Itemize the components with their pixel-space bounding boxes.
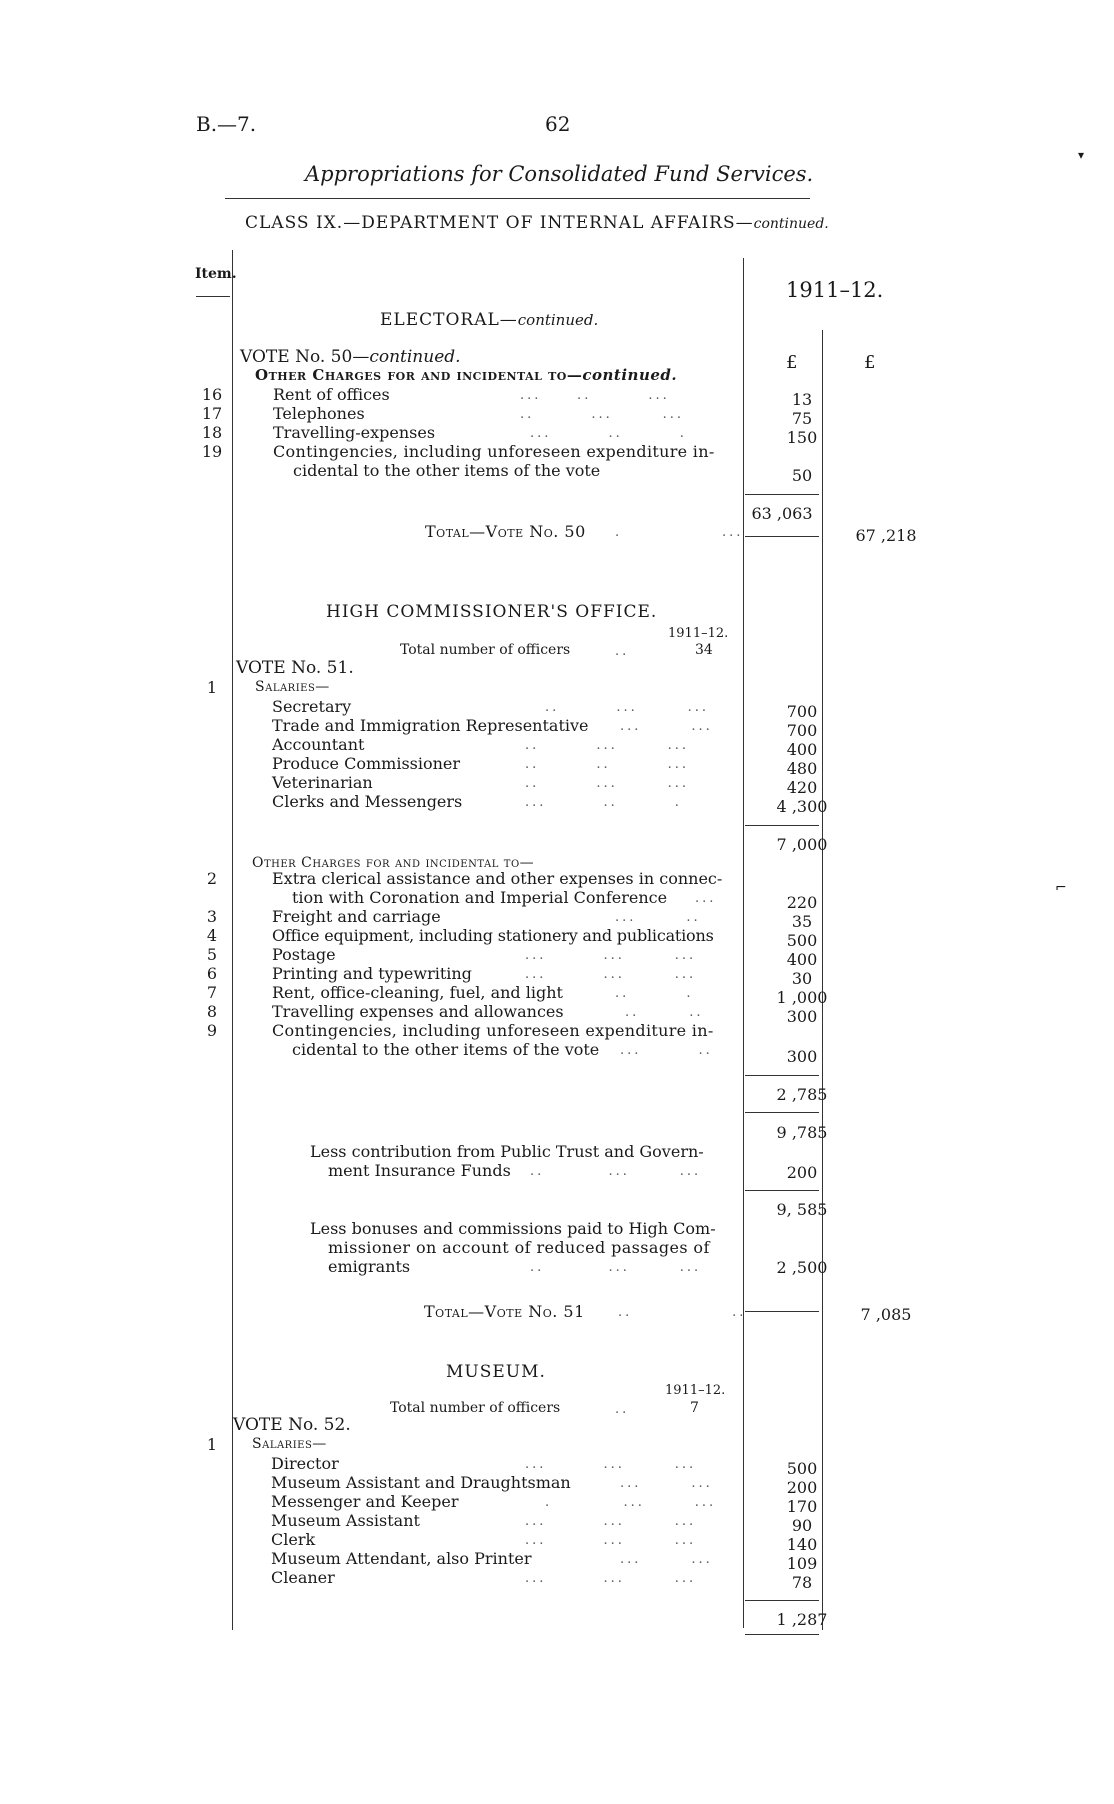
salaries-label: Salaries—: [255, 679, 330, 695]
line-amount: 50: [791, 466, 813, 485]
salary-amount: 170: [786, 1497, 818, 1516]
leader-dots: ... ... ...: [525, 967, 697, 982]
item-number: 17: [201, 404, 223, 423]
salary-label: Director: [271, 1454, 339, 1473]
vote-51-total-label: Total—Vote No. 51: [424, 1302, 585, 1321]
item-number: 9: [206, 1021, 218, 1040]
item-number: 1: [206, 1435, 218, 1454]
leader-dots: ... ... ...: [525, 1457, 697, 1472]
item-number: 8: [206, 1002, 218, 1021]
item-number: 5: [206, 945, 218, 964]
other-charge-label: Office equipment, including stationery and publications: [272, 926, 714, 945]
line-label-continued: cidental to the other items of the vote: [293, 461, 601, 480]
other-charge-label: Freight and carriage: [272, 907, 441, 926]
scan-mark: ⌐: [1055, 880, 1067, 896]
salary-amount: 700: [786, 702, 818, 721]
officers-year: 1911–12.: [665, 1383, 726, 1398]
other-charge-label: Printing and typewriting: [272, 964, 472, 983]
vote-51-heading: VOTE No. 51.: [236, 658, 354, 678]
leader-dots: .. ... ...: [530, 1164, 702, 1179]
other-charge-amount: 300: [786, 1007, 818, 1026]
item-number: 1: [206, 678, 218, 697]
electoral-heading: [380, 310, 598, 330]
leader-dots: ... .. .: [530, 426, 687, 441]
officers-count: 34: [695, 642, 713, 658]
line-amount: 150: [786, 428, 818, 447]
class-heading-text: CLASS IX.—DEPARTMENT OF INTERNAL AFFAIRS—: [245, 213, 754, 233]
subtotal-rule: [745, 1634, 819, 1635]
other-charge-label-continued: tion with Coronation and Imperial Conference: [292, 888, 668, 907]
high-commissioner-heading: HIGH COMMISSIONER'S OFFICE.: [326, 602, 658, 622]
item-number: 3: [206, 907, 218, 926]
leader-dots: . ... ...: [545, 1495, 717, 1510]
page-title: Appropriations for Consolidated Fund Services.: [305, 162, 814, 186]
line-label: Travelling-expenses: [273, 423, 436, 442]
other-charge-amount: 30: [791, 969, 813, 988]
amount-column-rule-left: [743, 258, 744, 1628]
subtotal-rule: [745, 825, 819, 826]
leader-dots: .. ... ...: [525, 738, 690, 753]
salary-label: Clerk: [271, 1530, 316, 1549]
item-label-rule: [196, 296, 230, 297]
other-charge-amount: 35: [791, 912, 813, 931]
leader-dots: ... ..: [615, 910, 701, 925]
other-charge-label: Extra clerical assistance and other expenses in connec-: [272, 869, 723, 888]
salary-label: Accountant: [272, 735, 365, 754]
vote-50-total: 67 ,218: [855, 526, 917, 545]
vote-50-total-label: Total—Vote No. 50: [425, 522, 586, 541]
leader-dots: ..: [615, 644, 630, 659]
other-charge-label: Travelling expenses and allowances: [272, 1002, 564, 1021]
leader-dots: .. ... ...: [530, 1260, 702, 1275]
leader-dots: ... .. .: [525, 795, 682, 810]
line-label: Rent of offices: [273, 385, 390, 404]
leader-dots: ... ... ...: [525, 1533, 697, 1548]
leader-dots: ... ...: [620, 1552, 713, 1567]
other-charge-amount: 1 ,000: [776, 988, 828, 1007]
salary-label: Secretary: [272, 697, 352, 716]
salary-label: Cleaner: [271, 1568, 335, 1587]
leader-dots: ... .. ...: [520, 388, 670, 403]
vote-50-subtotal: 63 ,063: [751, 504, 813, 523]
other-charge-amount: 220: [786, 893, 818, 912]
other-charge-label-continued: cidental to the other items of the vote: [292, 1040, 600, 1059]
less-bonuses-label-continued-2: emigrants: [328, 1257, 411, 1276]
museum-heading: MUSEUM.: [446, 1362, 546, 1382]
other-charge-amount: 300: [786, 1047, 818, 1066]
vote-50-text: VOTE No. 50—: [240, 347, 370, 367]
vote-50-subhead-continued: continued.: [582, 366, 678, 384]
document-reference: B.—7.: [196, 112, 257, 136]
museum-salaries-subtotal: 1 ,287: [776, 1610, 828, 1629]
leader-dots: ... ...: [620, 719, 713, 734]
electoral-heading-continued: continued.: [517, 311, 599, 329]
subtotal-rule: [745, 1112, 819, 1113]
vote-50-continued: continued.: [369, 347, 461, 367]
other-charges-subtotal: 2 ,785: [776, 1085, 828, 1104]
other-charge-label: Postage: [272, 945, 336, 964]
leader-dots: .. ... ...: [545, 700, 710, 715]
combined-total: 9 ,785: [776, 1123, 828, 1142]
line-amount: 75: [791, 409, 813, 428]
salary-label: Museum Assistant and Draughtsman: [271, 1473, 571, 1492]
less-bonuses-label-continued: missioner on account of reduced passages of: [328, 1238, 710, 1257]
vote-52-heading: VOTE No. 52.: [233, 1415, 351, 1435]
line-amount: 13: [791, 390, 813, 409]
other-charge-amount: 400: [786, 950, 818, 969]
officers-label: Total number of officers: [400, 642, 571, 658]
less-bonuses-label: Less bonuses and commissions paid to High Com-: [310, 1219, 716, 1238]
salary-amount: 78: [791, 1573, 813, 1592]
item-column-label: Item.: [195, 266, 237, 282]
salary-amount: 90: [791, 1516, 813, 1535]
scan-mark: ▾: [1078, 148, 1085, 162]
item-number: 18: [201, 423, 223, 442]
subtotal-rule: [745, 1190, 819, 1191]
officers-count: 7: [690, 1400, 699, 1416]
salary-amount: 700: [786, 721, 818, 740]
leader-dots: ... ..: [620, 1043, 713, 1058]
salary-amount: 200: [786, 1478, 818, 1497]
officers-year: 1911–12.: [668, 626, 729, 641]
line-label: Contingencies, including unforeseen expenditure in-: [273, 442, 715, 461]
class-heading: [245, 213, 829, 233]
salary-label: Produce Commissioner: [272, 754, 461, 773]
after-contribution-total: 9, 585: [776, 1200, 828, 1219]
class-heading-continued: continued.: [753, 216, 829, 232]
subtotal-rule: [745, 1600, 819, 1601]
less-bonuses-amount: 2 ,500: [776, 1258, 828, 1277]
officers-label: Total number of officers: [390, 1400, 561, 1416]
less-contribution-label: Less contribution from Public Trust and Govern-: [310, 1142, 704, 1161]
total-rule: [745, 536, 819, 537]
salary-amount: 500: [786, 1459, 818, 1478]
other-charges-label: Other Charges for and incidental to—: [252, 855, 535, 871]
leader-dots: ... ... ...: [525, 1514, 697, 1529]
other-charge-amount: 500: [786, 931, 818, 950]
leader-dots: ...: [695, 891, 717, 906]
subtotal-rule: [745, 1075, 819, 1076]
leader-dots: . ...: [615, 525, 744, 540]
leader-dots: .. ... ...: [525, 776, 690, 791]
salary-amount: 109: [786, 1554, 818, 1573]
electoral-heading-text: ELECTORAL—: [380, 310, 518, 330]
salary-label: Veterinarian: [272, 773, 373, 792]
pound-sign-2: £: [864, 352, 876, 373]
salary-label: Messenger and Keeper: [271, 1492, 459, 1511]
salaries-subtotal: 7 ,000: [776, 835, 828, 854]
salary-amount: 4 ,300: [776, 797, 828, 816]
leader-dots: ... ... ...: [525, 1571, 697, 1586]
leader-dots: ... ...: [620, 1476, 713, 1491]
salary-label: Museum Attendant, also Printer: [271, 1549, 532, 1568]
leader-dots: ..: [615, 1402, 630, 1417]
page-number: 62: [545, 112, 571, 136]
salaries-label: Salaries—: [252, 1436, 327, 1452]
leader-dots: .. ..: [625, 1005, 704, 1020]
total-rule: [745, 1311, 819, 1312]
leader-dots: .. .. ...: [525, 757, 690, 772]
line-label: Telephones: [273, 404, 365, 423]
leader-dots: ... ... ...: [525, 948, 697, 963]
salary-amount: 480: [786, 759, 818, 778]
other-charge-label: Contingencies, including unforeseen expenditure in-: [272, 1021, 714, 1040]
leader-dots: .. ..: [618, 1305, 747, 1320]
salary-amount: 140: [786, 1535, 818, 1554]
less-contribution-label-continued: ment Insurance Funds: [328, 1161, 511, 1180]
subtotal-rule: [745, 494, 819, 495]
item-number: 16: [201, 385, 223, 404]
salary-label: Clerks and Messengers: [272, 792, 463, 811]
item-number: 7: [206, 983, 218, 1002]
vote-50-heading: [240, 348, 461, 367]
vote-50-subhead: [255, 366, 677, 385]
salary-label: Trade and Immigration Representative: [272, 716, 589, 735]
leader-dots: .. .: [615, 986, 694, 1001]
item-number: 4: [206, 926, 218, 945]
vote-51-total: 7 ,085: [860, 1305, 912, 1324]
less-contribution-amount: 200: [786, 1163, 818, 1182]
title-rule: [225, 198, 810, 199]
salary-label: Museum Assistant: [271, 1511, 420, 1530]
pound-sign-1: £: [786, 352, 798, 373]
item-number: 19: [201, 442, 223, 461]
salary-amount: 400: [786, 740, 818, 759]
item-number: 6: [206, 964, 218, 983]
year-column-label: 1911–12.: [786, 278, 884, 302]
leader-dots: .. ... ...: [520, 407, 685, 422]
item-number: 2: [206, 869, 218, 888]
vote-50-subhead-text: Other Charges for and incidental to—: [255, 366, 583, 384]
salary-amount: 420: [786, 778, 818, 797]
other-charge-label: Rent, office-cleaning, fuel, and light: [272, 983, 563, 1002]
